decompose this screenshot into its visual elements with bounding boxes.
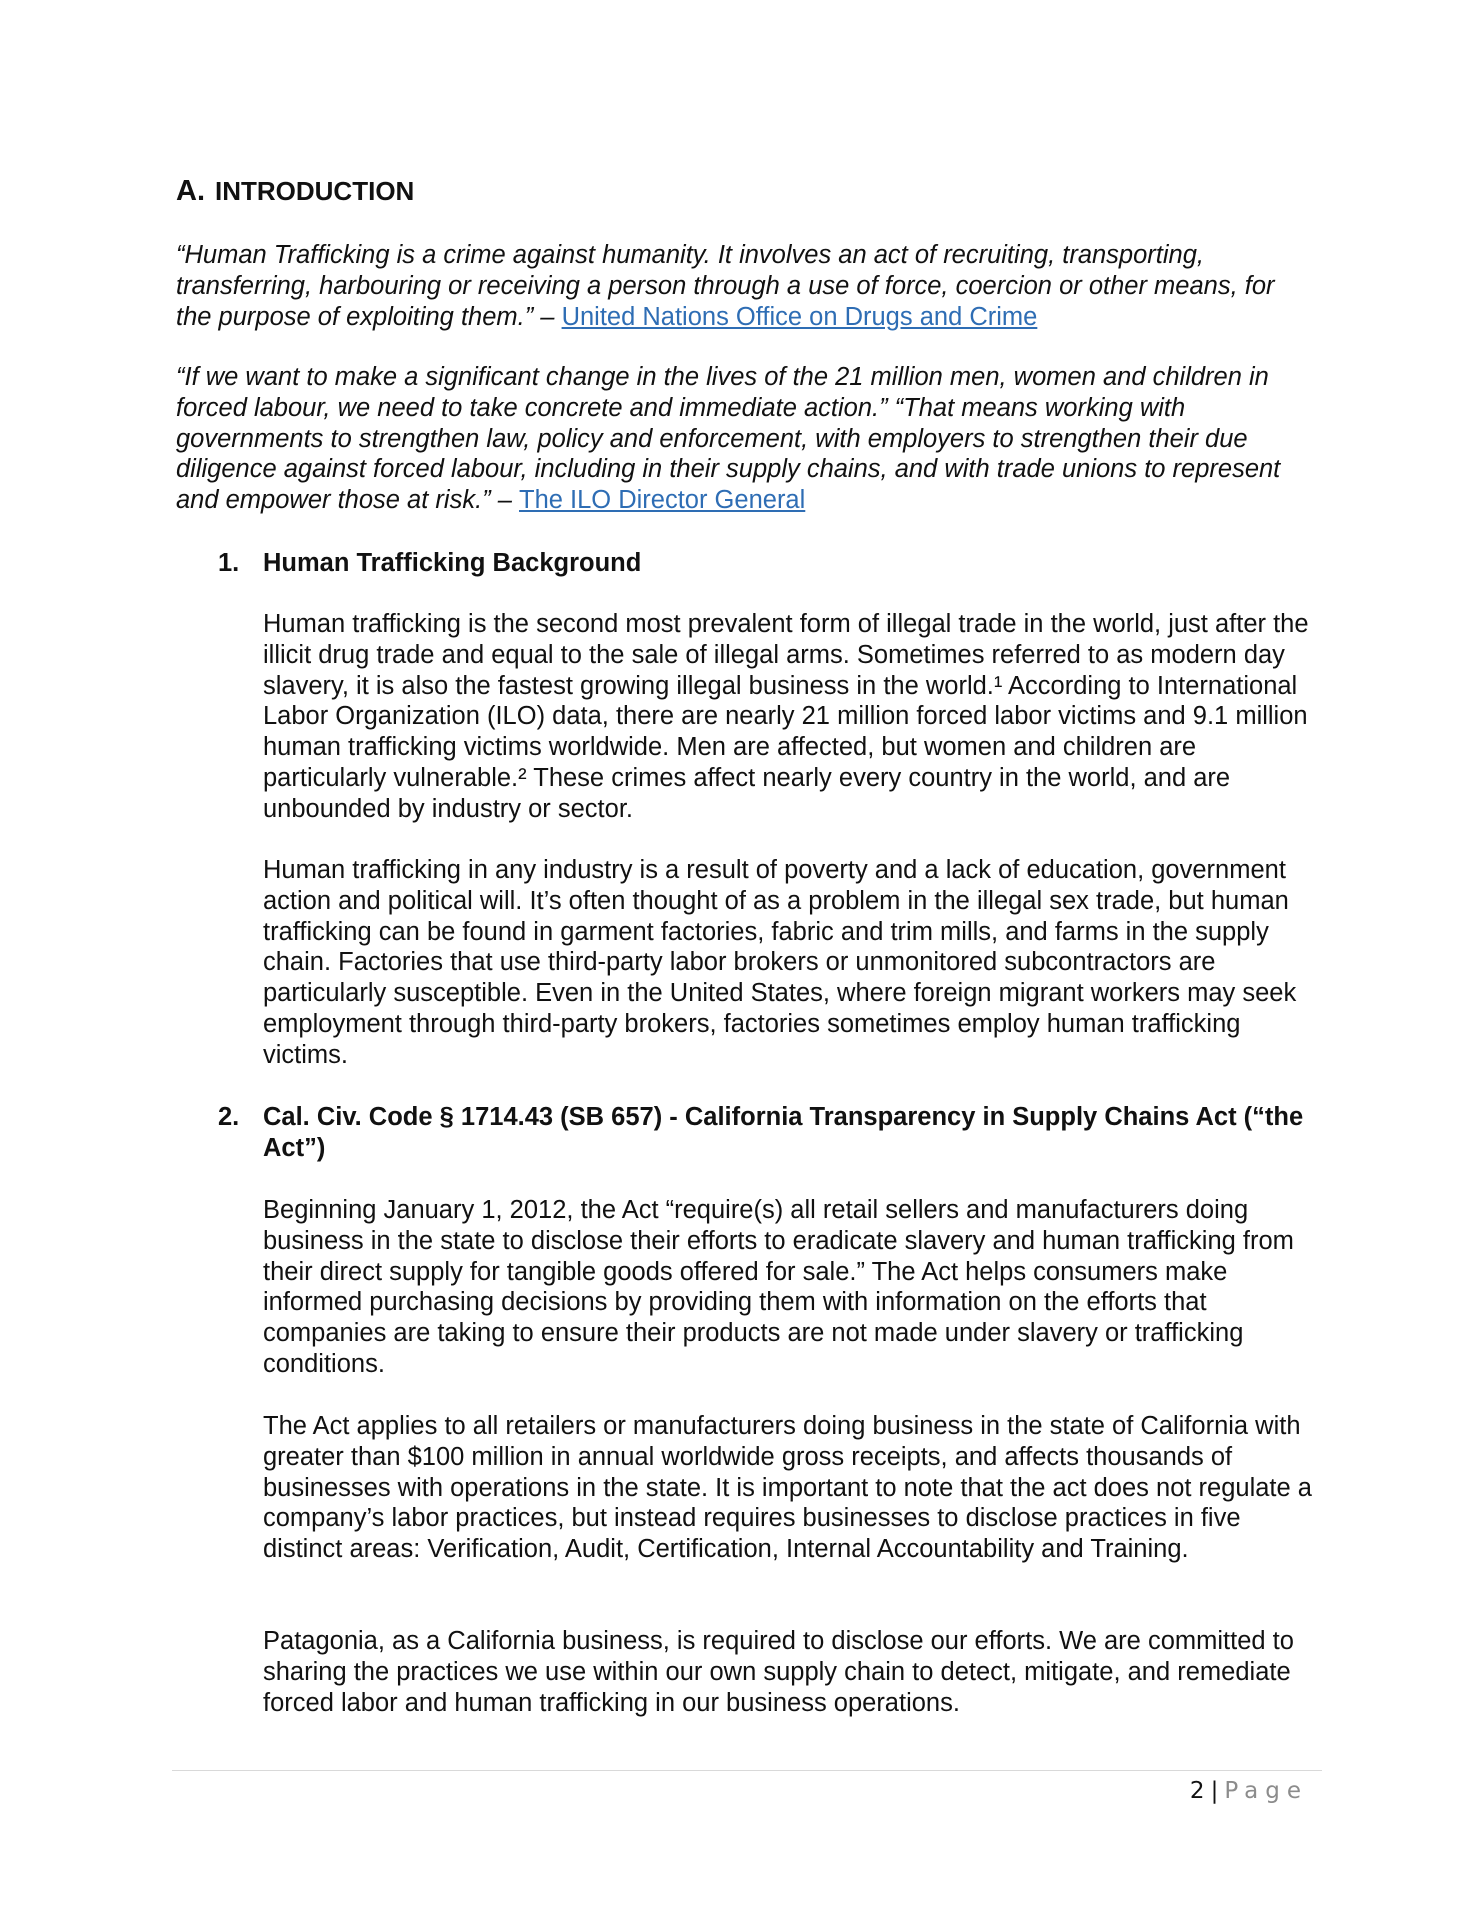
footer-separator: | bbox=[1210, 1778, 1219, 1804]
paragraph: Human trafficking is the second most prevalent form of illegal trade in the world, just after the illicit drug trade and equal to the sale of illegal arms. Sometimes referred to as modern day slavery, it is also the fastest growing illegal business in the world.¹ According to International Labor Organization (ILO) data, there are nearly 21 million forced labor victims and 9.1 million human trafficking victims worldwide. Men are affected, but women and children are particularly vulnerable.² These crimes affect nearly every country in the world, and are unbounded by industry or sector. bbox=[263, 610, 1309, 823]
subsection-number: 2. bbox=[218, 1103, 240, 1131]
page-number: 2 bbox=[1189, 1778, 1205, 1804]
subsection-title: Cal. Civ. Code § 1714.43 (SB 657) - California Transparency in Supply Chains Act (“the Act”) bbox=[263, 1103, 1304, 1162]
paragraph: Beginning January 1, 2012, the Act “require(s) all retail sellers and manufacturers doing business in the state to disclose their efforts to eradicate slavery and human trafficking from their direct supply for tangible goods offered for sale.” The Act helps consumers make informed purchasing decisions by providing them with information on the efforts that companies are taking to ensure their products are not made under slavery or trafficking conditions. bbox=[263, 1196, 1294, 1378]
page-footer bbox=[1190, 1778, 1308, 1804]
quote-unodc bbox=[176, 240, 1316, 332]
paragraph: Patagonia, as a California business, is required to disclose our efforts. We are committed to sharing the practices we use within our own supply chain to detect, mitigate, and remediate forced labor and human trafficking in our business operations. bbox=[263, 1627, 1294, 1717]
subsection-heading-background bbox=[218, 548, 1318, 579]
section-title: INTRODUCTION bbox=[215, 176, 415, 206]
quote-ilo bbox=[176, 362, 1316, 516]
quote-text: “Human Trafficking is a crime against humanity. It involves an act of recruiting, transporting, transferring, harbouring or receiving a person through a use of force, coercion or other means, for the purpose of exploiting them.” – bbox=[176, 241, 1275, 331]
ilo-director-link[interactable]: The ILO Director General bbox=[519, 486, 806, 515]
paragraph: The Act applies to all retailers or manufacturers doing business in the state of California with greater than $100 million in annual worldwide gross receipts, and affects thousands of businesses with operations in the state. It is important to note that the act does not regulate a company’s labor practices, but instead requires businesses to disclose practices in five distinct areas: Verification, Audit, Certification, Internal Accountability and Training. bbox=[263, 1412, 1312, 1564]
paragraph: Human trafficking in any industry is a result of poverty and a lack of education, government action and political will. It’s often thought of as a problem in the illegal sex trade, but human trafficking can be found in garment factories, fabric and trim mills, and farms in the supply chain. Factories that use third-party labor brokers or unmonitored subcontractors are particularly susceptible. Even in the United States, where foreign migrant workers may seek employment through third-party brokers, factories sometimes employ human trafficking victims. bbox=[263, 856, 1297, 1069]
unodc-link[interactable]: United Nations Office on Drugs and Crime bbox=[561, 302, 1038, 331]
page-label: Page bbox=[1224, 1778, 1308, 1804]
quote-text: “If we want to make a significant change in the lives of the 21 million men, women and children in forced labour, we need to take concrete and immediate action.” “That means working with governments to strengthen law, policy and enforcement, with employers to strengthen their due diligence against forced labour, including in their supply chains, and with trade unions to represent and empower those at risk.” – bbox=[176, 363, 1281, 515]
section-heading bbox=[176, 175, 414, 208]
subsection-title: Human Trafficking Background bbox=[263, 549, 642, 577]
section-letter: A. bbox=[176, 175, 205, 207]
footer-divider bbox=[172, 1770, 1322, 1771]
subsection-heading-ca-act bbox=[218, 1102, 1318, 1164]
subsection-number: 1. bbox=[218, 549, 240, 577]
